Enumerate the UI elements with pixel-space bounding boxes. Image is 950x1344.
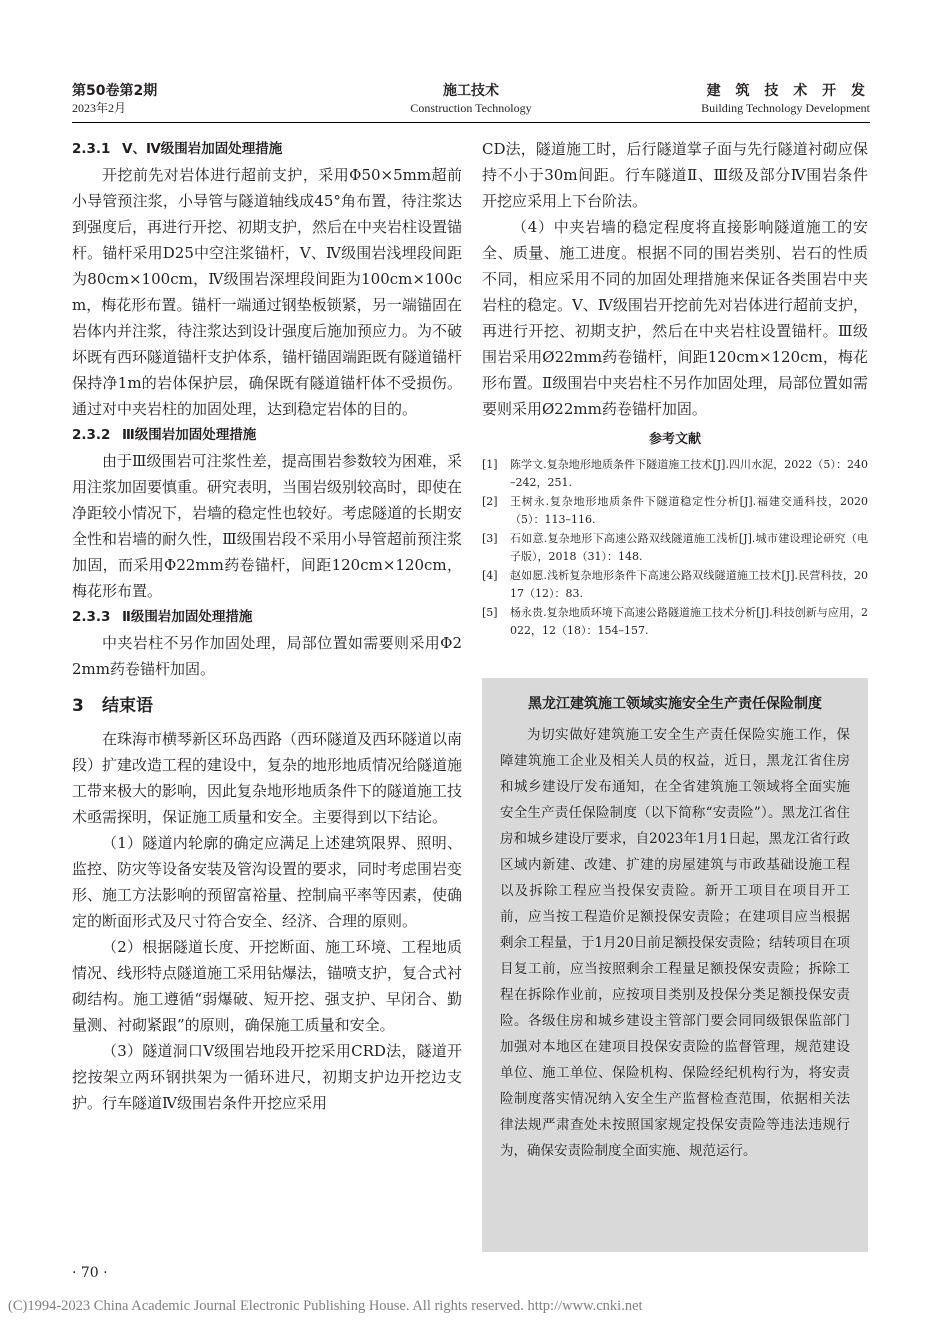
section-title: Ⅱ级围岩加固处理措施 (122, 609, 253, 625)
news-sidebar-box (482, 678, 868, 1252)
news-title: 黑龙江建筑施工领域实施安全生产责任保险制度 (528, 696, 822, 712)
paragraph-2-3-2: 由于Ⅲ级围岩可注浆性差，提高围岩参数较为困难，采用注浆加固要慎重。研究表明，当围岩级别较高时，即使在净距较小情况下，岩墙的稳定性也较好。考虑隧道的长期安全性和岩墙的耐久性，Ⅲ级围岩段不采用小导管超前预注浆加固，而采用Φ22mm药卷锚杆，间距120cm×120cm，梅花形布置。 (72, 452, 463, 600)
column-title-cn: 建 筑 技 术 开 发 (706, 83, 870, 99)
reference-number: [3] (482, 532, 498, 545)
reference-text: 杨永贵.复杂地质环境下高速公路隧道施工技术分析[J].科技创新与应用，2022，12（18）：154–157. (510, 606, 868, 637)
reference-item (482, 456, 868, 492)
reference-text: 王树永.复杂地形地质条件下隧道稳定性分析[J].福建交通科技，2020（5）：113–116. (510, 495, 868, 526)
references-heading: 参考文献 (648, 432, 701, 447)
reference-list (482, 456, 868, 640)
conclusion-intro: 在珠海市横琴新区环岛西路（西环隧道及西环隧道以南段）扩建改造工程的建设中，复杂的地形地质情况给隧道施工带来极大的影响，因此复杂地形地质条件下的隧道施工技术亟需探明，保证施工质量和安全。主要得到以下结论。 (72, 730, 463, 826)
conclusion-item-3: （3）隧道洞口Ⅴ级围岩地段开挖采用CRD法，隧道开挖按架立两环钢拱架为一循环进尺，初期支护边开挖边支护。行车隧道Ⅳ级围岩条件开挖应采用 (72, 1042, 462, 1112)
paragraph-2-3-3: 中夹岩柱不另作加固处理，局部位置如需要则采用Φ22mm药卷锚杆加固。 (72, 634, 462, 678)
reference-text: 陈学文.复杂地形地质条件下隧道施工技术[J].四川水泥，2022（5）：240–242，251. (510, 458, 868, 489)
reference-number: [5] (482, 606, 498, 619)
reference-item (482, 530, 868, 566)
news-body: 为切实做好建筑施工安全生产责任保险实施工作，保障建筑施工企业及相关人员的权益，近日，黑龙江省住房和城乡建设厅发布通知，在全省建筑施工领域将全面实施安全生产责任保险制度（以下简称“安责险”）。黑龙江省住房和城乡建设厅要求，自2023年1月1日起，黑龙江省行政区域内新建、改建、扩建的房屋建筑与市政基础设施工程以及拆除工程应当投保安责险。新开工项目在项目开工前，应当按工程造价足额投保安责险；在建项目应当根据剩余工程量，于1月20日前足额投保安责险；结转项目在项目复工前，应当按照剩余工程量足额投保安责险；拆除工程在拆除作业前，应按项目类别及投保分类足额投保安责险。各级住房和城乡建设主管部门要会同同级银保监部门加强对本地区在建项目投保安责险的监督管理，规范建设单位、施工单位、保险机构、保险经纪机构行为，将安责险制度落实情况纳入安全生产监督检查范围，依据相关法律法规严肃查处未按照国家规定投保安责险等违法违规行为，确保安责险制度全面实施、规范运行。 (500, 727, 850, 1159)
page-number: · 70 · (72, 1265, 108, 1281)
section-title: 结束语 (102, 696, 153, 716)
section-number: 2.3.3 (72, 609, 111, 625)
page-header (72, 82, 870, 120)
section-title: Ⅴ、Ⅳ级围岩加固处理措施 (122, 141, 283, 157)
conclusion-item-4: （4）中夹岩墙的稳定程度将直接影响隧道施工的安全、质量、施工进度。根据不同的围岩类别、岩石的性质不同，相应采用不同的加固处理措施来保证各类围岩中夹岩柱的稳定。Ⅴ、Ⅳ级围岩开挖前先对岩体进行超前支护，再进行开挖、初期支护，然后在中夹岩柱设置锚杆。Ⅲ级围岩采用Ø22mm药卷锚杆，间距120cm×120cm，梅花形布置。Ⅱ级围岩中夹岩柱不另作加固处理，局部位置如需要则采用Ø22mm药卷锚杆加固。 (482, 218, 868, 418)
section-heading-2-3-3 (72, 604, 462, 630)
reference-number: [4] (482, 569, 498, 582)
reference-number: [2] (482, 495, 498, 508)
section-heading-2-3-1 (72, 136, 462, 162)
column-title-en: Building Technology Development (701, 101, 870, 115)
section-number: 2.3.1 (72, 141, 111, 157)
section-title: Ⅲ级围岩加固处理措施 (122, 427, 257, 443)
section-heading-3 (72, 690, 462, 722)
left-column (72, 136, 462, 1116)
section-number: 2.3.2 (72, 427, 111, 443)
conclusion-item-2: （2）根据隧道长度、开挖断面、施工环境、工程地质情况、线形特点隧道施工采用钻爆法，锚喷支护，复合式衬砌结构。施工遵循“弱爆破、短开挖、强支护、早闭合、勤量测、衬砌紧跟”的原则，确保施工质量和安全。 (72, 938, 463, 1034)
reference-item (482, 493, 868, 529)
header-rule (72, 122, 870, 123)
copyright-footer: (C)1994-2023 China Academic Journal Electronic Publishing House. All rights reserved. http://www.cnki.net (8, 1298, 643, 1314)
section-heading-2-3-2 (72, 422, 462, 448)
volume-issue: 第50卷第2期 (72, 83, 158, 99)
column-title (701, 82, 870, 116)
journal-title-cn: 施工技术 (443, 83, 499, 99)
conclusion-item-1: （1）隧道内轮廓的确定应满足上述建筑限界、照明、监控、防灾等设备安装及管沟设置的要求，同时考虑围岩变形、施工方法影响的预留富裕量、控制扁平率等因素，使确定的断面形式及尺寸符合安全、经济、合理的原则。 (72, 834, 463, 930)
conclusion-item-3-continued: CD法，隧道施工时，后行隧道掌子面与先行隧道衬砌应保持不小于30m间距。行车隧道Ⅱ、Ⅲ级及部分Ⅳ围岩条件开挖应采用上下台阶法。 (482, 140, 868, 210)
journal-title-en: Construction Technology (410, 101, 532, 115)
issue-date: 2023年2月 (72, 101, 127, 115)
reference-number: [1] (482, 458, 498, 471)
reference-text: 石如意.复杂地形下高速公路双线隧道施工浅析[J].城市建设理论研究（电子版），2018（31）：148. (510, 532, 868, 563)
reference-text: 赵如愿.浅析复杂地形条件下高速公路双线隧道施工技术[J].民营科技，2017（12）：83. (510, 569, 868, 600)
reference-item (482, 604, 868, 640)
reference-item (482, 567, 868, 603)
section-number: 3 (72, 696, 84, 716)
right-column (482, 136, 868, 641)
paragraph-2-3-1: 开挖前先对岩体进行超前支护，采用Φ50×5mm超前小导管预注浆，小导管与隧道轴线成45°角布置，待注浆达到强度后，再进行开挖、初期支护，然后在中夹岩柱设置锚杆。锚杆采用D25中空注浆锚杆，Ⅴ、Ⅳ级围岩浅埋段间距为80cm×100cm，Ⅳ级围岩深埋段间距为100cm×100cm，梅花形布置。锚杆一端通过钢垫板锁紧，另一端锚固在岩体内并注浆，待注浆达到设计强度后施加预应力。为不破坏既有西环隧道锚杆支护体系，锚杆锚固端距既有隧道锚杆保持净1m的岩体保护层，确保既有隧道锚杆体不受损伤。通过对中夹岩柱的加固处理，达到稳定岩体的目的。 (72, 166, 463, 418)
